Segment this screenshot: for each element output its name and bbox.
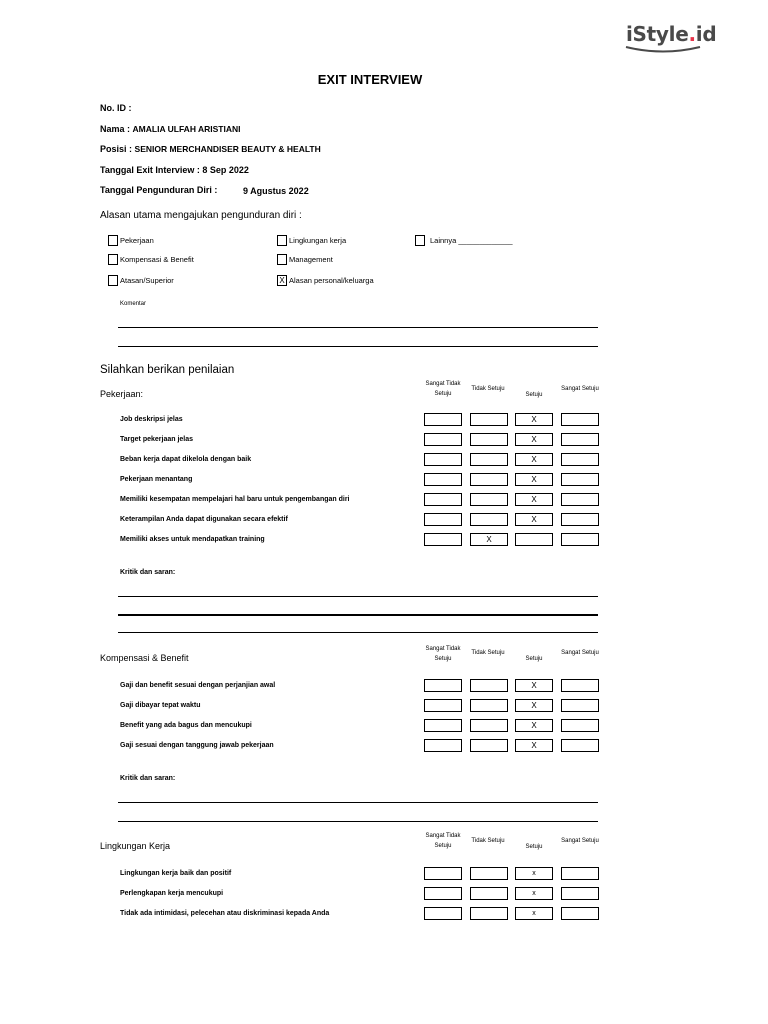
col-header-tidak-setuju: Tidak Setuju	[471, 838, 505, 844]
rating-box[interactable]	[561, 679, 599, 692]
rating-box[interactable]	[561, 513, 599, 526]
tanggal-exit: Tanggal Exit Interview : 8 Sep 2022	[100, 165, 249, 175]
rating-box[interactable]	[424, 719, 462, 732]
page-title: EXIT INTERVIEW	[317, 72, 423, 87]
rating-box[interactable]	[424, 533, 462, 546]
checkbox-label-kompensasi: Kompensasi & Benefit	[120, 255, 194, 264]
komentar-line-1	[118, 327, 598, 328]
kritik-line	[118, 821, 598, 822]
rating-box[interactable]	[561, 719, 599, 732]
checkbox-label-pekerjaan: Pekerjaan	[120, 236, 154, 245]
col-header-setuju: Setuju	[525, 844, 543, 850]
rating-box[interactable]	[515, 533, 553, 546]
logo-text: iStyle	[626, 22, 689, 46]
rating-box[interactable]	[561, 739, 599, 752]
rating-box[interactable]	[561, 433, 599, 446]
kritik-line	[118, 614, 598, 616]
komentar-line-2	[118, 346, 598, 347]
checkbox-label-atasan: Atasan/Superior	[120, 276, 174, 285]
col-header-sangat-setuju: Sangat Setuju	[561, 838, 599, 844]
checkbox-label-lainnya: Lainnya _____________	[430, 236, 513, 245]
question-text: Tidak ada intimidasi, pelecehan atau diskriminasi kepada Anda	[120, 910, 330, 917]
col-header-setuju: Setuju	[525, 656, 543, 662]
rating-box[interactable]	[561, 699, 599, 712]
question-text: Gaji dibayar tepat waktu	[120, 702, 201, 709]
checkbox-management[interactable]	[277, 254, 287, 265]
rating-box[interactable]	[424, 867, 462, 880]
rating-box[interactable]: X	[515, 433, 553, 446]
col-header-sangat-tidak-setuju: Sangat Tidak Setuju	[425, 646, 461, 662]
rating-box[interactable]: X	[515, 473, 553, 486]
section-title-pekerjaan: Pekerjaan:	[100, 389, 144, 399]
istyle-logo	[626, 22, 716, 46]
kritik-label: Kritik dan saran:	[120, 775, 176, 782]
col-header-sangat-setuju: Sangat Setuju	[561, 386, 599, 392]
posisi-value: SENIOR MERCHANDISER BEAUTY & HEALTH	[134, 144, 321, 154]
logo-dot: .	[688, 22, 696, 46]
rating-heading: Silahkan berikan penilaian	[100, 364, 235, 376]
checkbox-lainnya[interactable]	[415, 235, 425, 246]
section-title-lingkungan: Lingkungan Kerja	[100, 841, 171, 851]
no-id-label: No. ID :	[100, 103, 132, 113]
posisi-row	[100, 144, 321, 154]
question-text: Benefit yang ada bagus dan mencukupi	[120, 722, 252, 729]
rating-box[interactable]	[424, 433, 462, 446]
rating-box[interactable]: X	[515, 719, 553, 732]
rating-box[interactable]	[470, 739, 508, 752]
rating-box[interactable]: X	[515, 413, 553, 426]
section-title-kompensasi: Kompensasi & Benefit	[100, 653, 189, 663]
col-header-setuju: Setuju	[525, 392, 543, 398]
tanggal-pengunduran-value: 9 Agustus 2022	[243, 186, 309, 196]
col-header-sangat-tidak-setuju: Sangat Tidak Setuju	[425, 833, 461, 849]
checkbox-alasan-personal[interactable]: X	[277, 275, 287, 286]
rating-box[interactable]	[470, 473, 508, 486]
rating-box[interactable]	[424, 699, 462, 712]
question-text: Perlengkapan kerja mencukupi	[120, 890, 224, 897]
question-text: Job deskripsi jelas	[120, 416, 183, 423]
kritik-label: Kritik dan saran:	[120, 569, 176, 576]
tanggal-pengunduran-label: Tanggal Pengunduran Diri :	[100, 185, 218, 195]
rating-box[interactable]	[561, 907, 599, 920]
rating-box[interactable]	[470, 679, 508, 692]
rating-box[interactable]	[470, 699, 508, 712]
checkbox-label-management: Management	[289, 255, 333, 264]
col-header-sangat-setuju: Sangat Setuju	[561, 650, 599, 656]
rating-box[interactable]	[470, 453, 508, 466]
rating-box[interactable]	[561, 867, 599, 880]
checkbox-kompensasi[interactable]	[108, 254, 118, 265]
rating-box[interactable]: x	[515, 887, 553, 900]
rating-box[interactable]	[424, 453, 462, 466]
nama-value: AMALIA ULFAH ARISTIANI	[132, 124, 241, 134]
rating-box[interactable]: X	[515, 453, 553, 466]
rating-box[interactable]: X	[515, 699, 553, 712]
kritik-line	[118, 632, 598, 633]
rating-box[interactable]: X	[470, 533, 508, 546]
rating-box[interactable]	[424, 473, 462, 486]
logo-swoosh-icon	[623, 46, 703, 54]
col-header-tidak-setuju: Tidak Setuju	[471, 386, 505, 392]
question-text: Gaji dan benefit sesuai dengan perjanjian awal	[120, 682, 276, 689]
question-text: Lingkungan kerja baik dan positif	[120, 870, 232, 877]
rating-box[interactable]	[470, 719, 508, 732]
rating-box[interactable]	[424, 413, 462, 426]
rating-box[interactable]: X	[515, 513, 553, 526]
nama-label: Nama :	[100, 124, 131, 134]
checkbox-lingkungan-kerja[interactable]	[277, 235, 287, 246]
reason-question: Alasan utama mengajukan pengunduran diri :	[100, 210, 302, 221]
rating-box[interactable]	[470, 493, 508, 506]
rating-box[interactable]	[561, 413, 599, 426]
question-text: Target pekerjaan jelas	[120, 436, 194, 443]
rating-box[interactable]	[424, 493, 462, 506]
rating-box[interactable]	[561, 493, 599, 506]
question-text: Memiliki kesempatan mempelajari hal baru untuk pengembangan diri	[120, 496, 350, 503]
rating-box[interactable]	[470, 513, 508, 526]
rating-box[interactable]	[424, 679, 462, 692]
question-text: Pekerjaan menantang	[120, 476, 193, 483]
checkbox-atasan[interactable]	[108, 275, 118, 286]
rating-box[interactable]	[470, 413, 508, 426]
rating-box[interactable]	[561, 887, 599, 900]
rating-box[interactable]	[424, 907, 462, 920]
rating-box[interactable]	[424, 887, 462, 900]
question-text: Gaji sesuai dengan tanggung jawab pekerjaan	[120, 742, 274, 749]
rating-box[interactable]	[470, 433, 508, 446]
checkbox-label-alasan-personal: Alasan personal/keluarga	[289, 276, 374, 285]
col-header-tidak-setuju: Tidak Setuju	[471, 650, 505, 656]
rating-box[interactable]	[561, 533, 599, 546]
rating-box[interactable]: X	[515, 739, 553, 752]
rating-box[interactable]	[470, 907, 508, 920]
checkbox-label-lingkungan-kerja: Lingkungan kerja	[289, 236, 347, 245]
rating-box[interactable]: X	[515, 679, 553, 692]
nama-row	[100, 124, 241, 134]
rating-box[interactable]	[561, 453, 599, 466]
rating-box[interactable]	[424, 513, 462, 526]
rating-box[interactable]	[470, 887, 508, 900]
rating-box[interactable]: x	[515, 907, 553, 920]
checkbox-pekerjaan[interactable]	[108, 235, 118, 246]
rating-box[interactable]	[470, 867, 508, 880]
kritik-line	[118, 596, 598, 597]
rating-box[interactable]: x	[515, 867, 553, 880]
rating-box[interactable]	[424, 739, 462, 752]
rating-box[interactable]	[561, 473, 599, 486]
question-text: Beban kerja dapat dikelola dengan baik	[120, 456, 252, 463]
komentar-label: Komentar	[120, 301, 147, 307]
posisi-label: Posisi :	[100, 144, 133, 154]
logo-suffix: id	[695, 22, 717, 46]
col-header-sangat-tidak-setuju: Sangat Tidak Setuju	[425, 381, 461, 397]
kritik-line	[118, 802, 598, 803]
question-text: Memiliki akses untuk mendapatkan training	[120, 536, 265, 543]
question-text: Keterampilan Anda dapat digunakan secara efektif	[120, 516, 288, 523]
rating-box[interactable]: X	[515, 493, 553, 506]
